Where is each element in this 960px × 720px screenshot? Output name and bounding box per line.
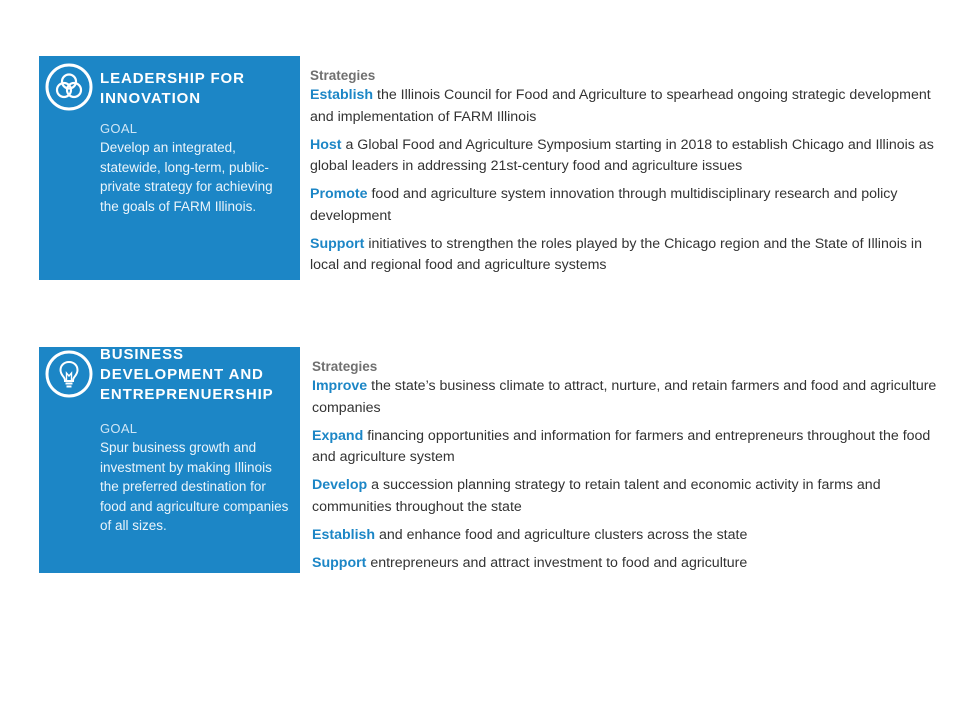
strategy-item xyxy=(312,475,944,518)
goal-title-line: INNOVATION xyxy=(100,90,201,107)
strategy-item xyxy=(310,234,942,277)
goal-label: GOAL xyxy=(100,421,138,436)
goal-title-line: LEADERSHIP FOR xyxy=(100,70,245,87)
goal-title-line: ENTREPRENUERSHIP xyxy=(100,386,274,403)
goal-panel xyxy=(39,347,300,573)
goal-title-line: DEVELOPMENT AND xyxy=(100,366,264,383)
lightbulb-icon xyxy=(44,349,94,399)
goal-title xyxy=(100,69,296,109)
strategy-verb: Host xyxy=(310,136,342,153)
strategy-item xyxy=(310,85,942,128)
strategy-verb: Expand xyxy=(312,427,364,444)
strategy-text: and enhance food and agriculture clusters across the state xyxy=(375,526,748,543)
strategies-heading: Strategies xyxy=(310,68,376,83)
strategy-verb: Support xyxy=(312,554,367,571)
strategy-verb: Support xyxy=(310,235,365,252)
strategy-item xyxy=(312,553,944,575)
strategy-verb: Improve xyxy=(312,378,368,394)
goal-text: Spur business growth and investment by making Illinois the preferred destination for food and agriculture companies of all sizes. xyxy=(100,440,289,534)
strategy-verb: Establish xyxy=(312,526,376,543)
strategy-text: the state’s business climate to attract, nurture, and retain farmers and food and agriculture companies xyxy=(312,378,937,416)
strategy-verb: Promote xyxy=(310,186,368,202)
goal-title xyxy=(100,345,296,405)
strategy-verb: Establish xyxy=(310,87,374,103)
strategies-list xyxy=(312,357,944,581)
strategy-item xyxy=(312,426,944,469)
strategy-text: entrepreneurs and attract investment to food and agriculture xyxy=(366,554,748,571)
strategy-verb: Develop xyxy=(312,477,368,493)
goal-label: GOAL xyxy=(100,121,138,136)
strategy-item xyxy=(310,184,942,227)
interlocking-circles-icon xyxy=(44,62,94,112)
goal-title-line: BUSINESS xyxy=(100,346,184,363)
strategy-text: initiatives to strengthen the roles played by the Chicago region and the State of Illinois in local and regional food and agriculture systems xyxy=(310,235,922,273)
goal-panel xyxy=(39,56,300,280)
strategy-item xyxy=(312,376,944,419)
strategy-text: food and agriculture system innovation through multidisciplinary research and policy development xyxy=(310,186,898,224)
goal-text: Develop an integrated, statewide, long-term, public-private strategy for achieving the goals of FARM Illinois. xyxy=(100,140,273,214)
strategy-text: financing opportunities and information for farmers and entrepreneurs throughout the food and agriculture system xyxy=(312,427,931,465)
strategy-text: a Global Food and Agriculture Symposium starting in 2018 to establish Chicago and Illinois as global leaders in addressing 21st-century food and agriculture issues xyxy=(310,136,934,174)
strategies-list xyxy=(310,66,942,283)
strategies-heading: Strategies xyxy=(312,359,378,374)
strategy-text: a succession planning strategy to retain talent and economic activity in farms and communities throughout the state xyxy=(312,477,881,515)
strategy-text: the Illinois Council for Food and Agriculture to spearhead ongoing strategic development and implementation of FARM Illinois xyxy=(310,87,931,125)
strategy-item xyxy=(312,525,944,547)
strategy-item xyxy=(310,135,942,178)
